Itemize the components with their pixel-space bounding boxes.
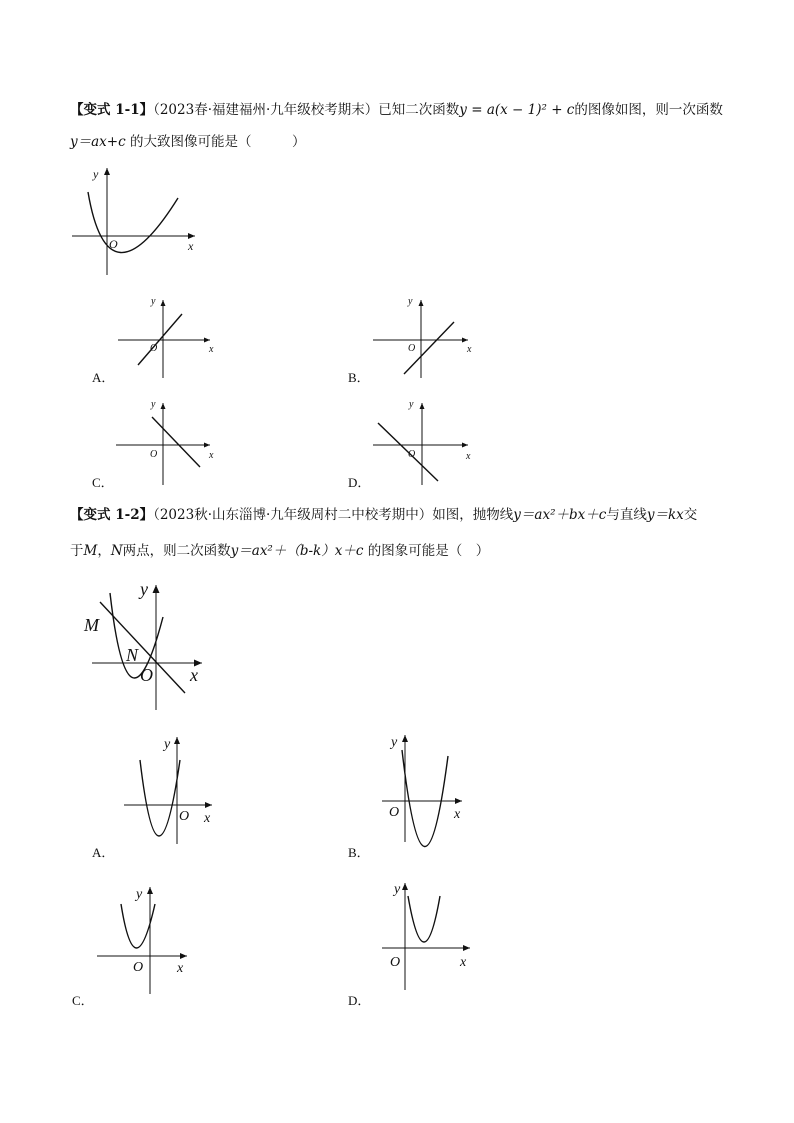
q1-c-x-label: x bbox=[209, 450, 214, 461]
q2-main-m-label: M bbox=[84, 615, 99, 635]
q2-formula-3: y＝ax²＋（b-k）x＋c bbox=[230, 543, 364, 559]
q2-main-figure bbox=[80, 575, 210, 715]
q2-option-d-label[interactable]: D． bbox=[348, 993, 371, 1008]
q1-main-figure bbox=[60, 160, 210, 280]
q1-main-x-label: x bbox=[188, 239, 194, 253]
q2-c-y-label: y bbox=[136, 887, 143, 902]
q1-b-y-label: y bbox=[408, 296, 413, 307]
q1-c-o-label: O bbox=[150, 449, 158, 460]
q2-option-b-graph bbox=[380, 730, 490, 845]
q2-source: （2023秋·山东淄博·九年级周村二中校考期中） bbox=[153, 507, 433, 523]
q2-formula-2: y＝kx bbox=[646, 507, 684, 523]
q2-a-x-label: x bbox=[204, 811, 211, 826]
q1-option-b-label[interactable]: B． bbox=[348, 370, 370, 385]
q1-line-2 bbox=[70, 132, 305, 152]
q2-b-x-label: x bbox=[454, 807, 461, 822]
q1-option-d-label[interactable]: D． bbox=[348, 475, 371, 490]
q1-option-a-label[interactable]: A． bbox=[92, 370, 115, 385]
q2-option-d-graph bbox=[380, 878, 490, 993]
q2-main-o-label: O bbox=[140, 665, 153, 685]
q2-option-c-label[interactable]: C． bbox=[72, 993, 94, 1008]
q1-a-x-label: x bbox=[209, 344, 214, 355]
q2-stem-c: 交 bbox=[683, 507, 698, 523]
q2-main-y-label: y bbox=[140, 579, 148, 599]
q2-option-b-label[interactable]: B． bbox=[348, 845, 370, 860]
q2-stem-b: 与直线 bbox=[606, 507, 647, 523]
q2-line2-b: 两点，则二次函数 bbox=[122, 543, 231, 559]
q1-line2-rest: 的大致图像可能是（ ） bbox=[125, 134, 306, 150]
q2-d-x-label: x bbox=[460, 955, 467, 970]
q1-line-1 bbox=[70, 100, 723, 120]
q1-d-o-label: O bbox=[408, 449, 416, 460]
q2-main-n-label: N bbox=[126, 645, 139, 665]
q1-d-x-label: x bbox=[466, 451, 471, 462]
q1-d-y-label: y bbox=[409, 399, 414, 410]
q1-formula: y = a(x − 1)² + c bbox=[459, 102, 575, 118]
q2-option-a-label[interactable]: A． bbox=[92, 845, 115, 860]
q2-n: N bbox=[110, 543, 123, 559]
q1-option-b-graph bbox=[368, 290, 478, 380]
q2-option-a-graph bbox=[120, 732, 230, 847]
q2-main-x-label: x bbox=[190, 665, 198, 685]
q1-stem-a: 已知二次函数 bbox=[378, 102, 460, 118]
q2-c-o-label: O bbox=[133, 960, 144, 975]
q1-option-c-graph bbox=[110, 395, 220, 490]
q2-b-y-label: y bbox=[391, 735, 398, 750]
q2-line-2 bbox=[70, 541, 489, 561]
q2-tag: 【变式 1-2】 bbox=[70, 507, 154, 523]
q2-a-y-label: y bbox=[164, 737, 171, 752]
q1-option-c-label[interactable]: C． bbox=[92, 475, 114, 490]
q1-c-y-label: y bbox=[151, 399, 156, 410]
q1-option-d-graph bbox=[368, 395, 478, 490]
q1-a-o-label: O bbox=[150, 343, 158, 354]
q1-stem-b: 的图像如图，则一次函数 bbox=[574, 102, 723, 118]
q2-c-x-label: x bbox=[177, 961, 184, 976]
q2-comma: ， bbox=[97, 543, 111, 559]
q2-m: M bbox=[83, 543, 98, 559]
q1-a-y-label: y bbox=[151, 296, 156, 307]
q1-b-o-label: O bbox=[408, 343, 416, 354]
q2-d-y-label: y bbox=[394, 882, 401, 897]
q2-option-c-graph bbox=[95, 882, 205, 997]
q1-main-o-label: O bbox=[109, 237, 118, 251]
q1-tag: 【变式 1-1】 bbox=[70, 102, 154, 118]
q1-source: （2023春·福建福州·九年级校考期末） bbox=[153, 102, 379, 118]
q2-b-o-label: O bbox=[389, 805, 400, 820]
q2-a-o-label: O bbox=[179, 809, 190, 824]
q2-formula-1: y＝ax²＋bx＋c bbox=[513, 507, 607, 523]
q1-line2-formula: y＝ax+c bbox=[70, 134, 126, 150]
q1-option-a-graph bbox=[110, 290, 220, 380]
q2-line-1 bbox=[70, 505, 697, 525]
q2-line2-a: 于 bbox=[70, 543, 84, 559]
q2-stem-a: 如图，抛物线 bbox=[432, 507, 514, 523]
q2-line2-c: 的图象可能是（ ） bbox=[363, 543, 490, 559]
q1-b-x-label: x bbox=[467, 344, 472, 355]
q2-d-o-label: O bbox=[390, 955, 401, 970]
q1-main-y-label: y bbox=[93, 167, 99, 181]
